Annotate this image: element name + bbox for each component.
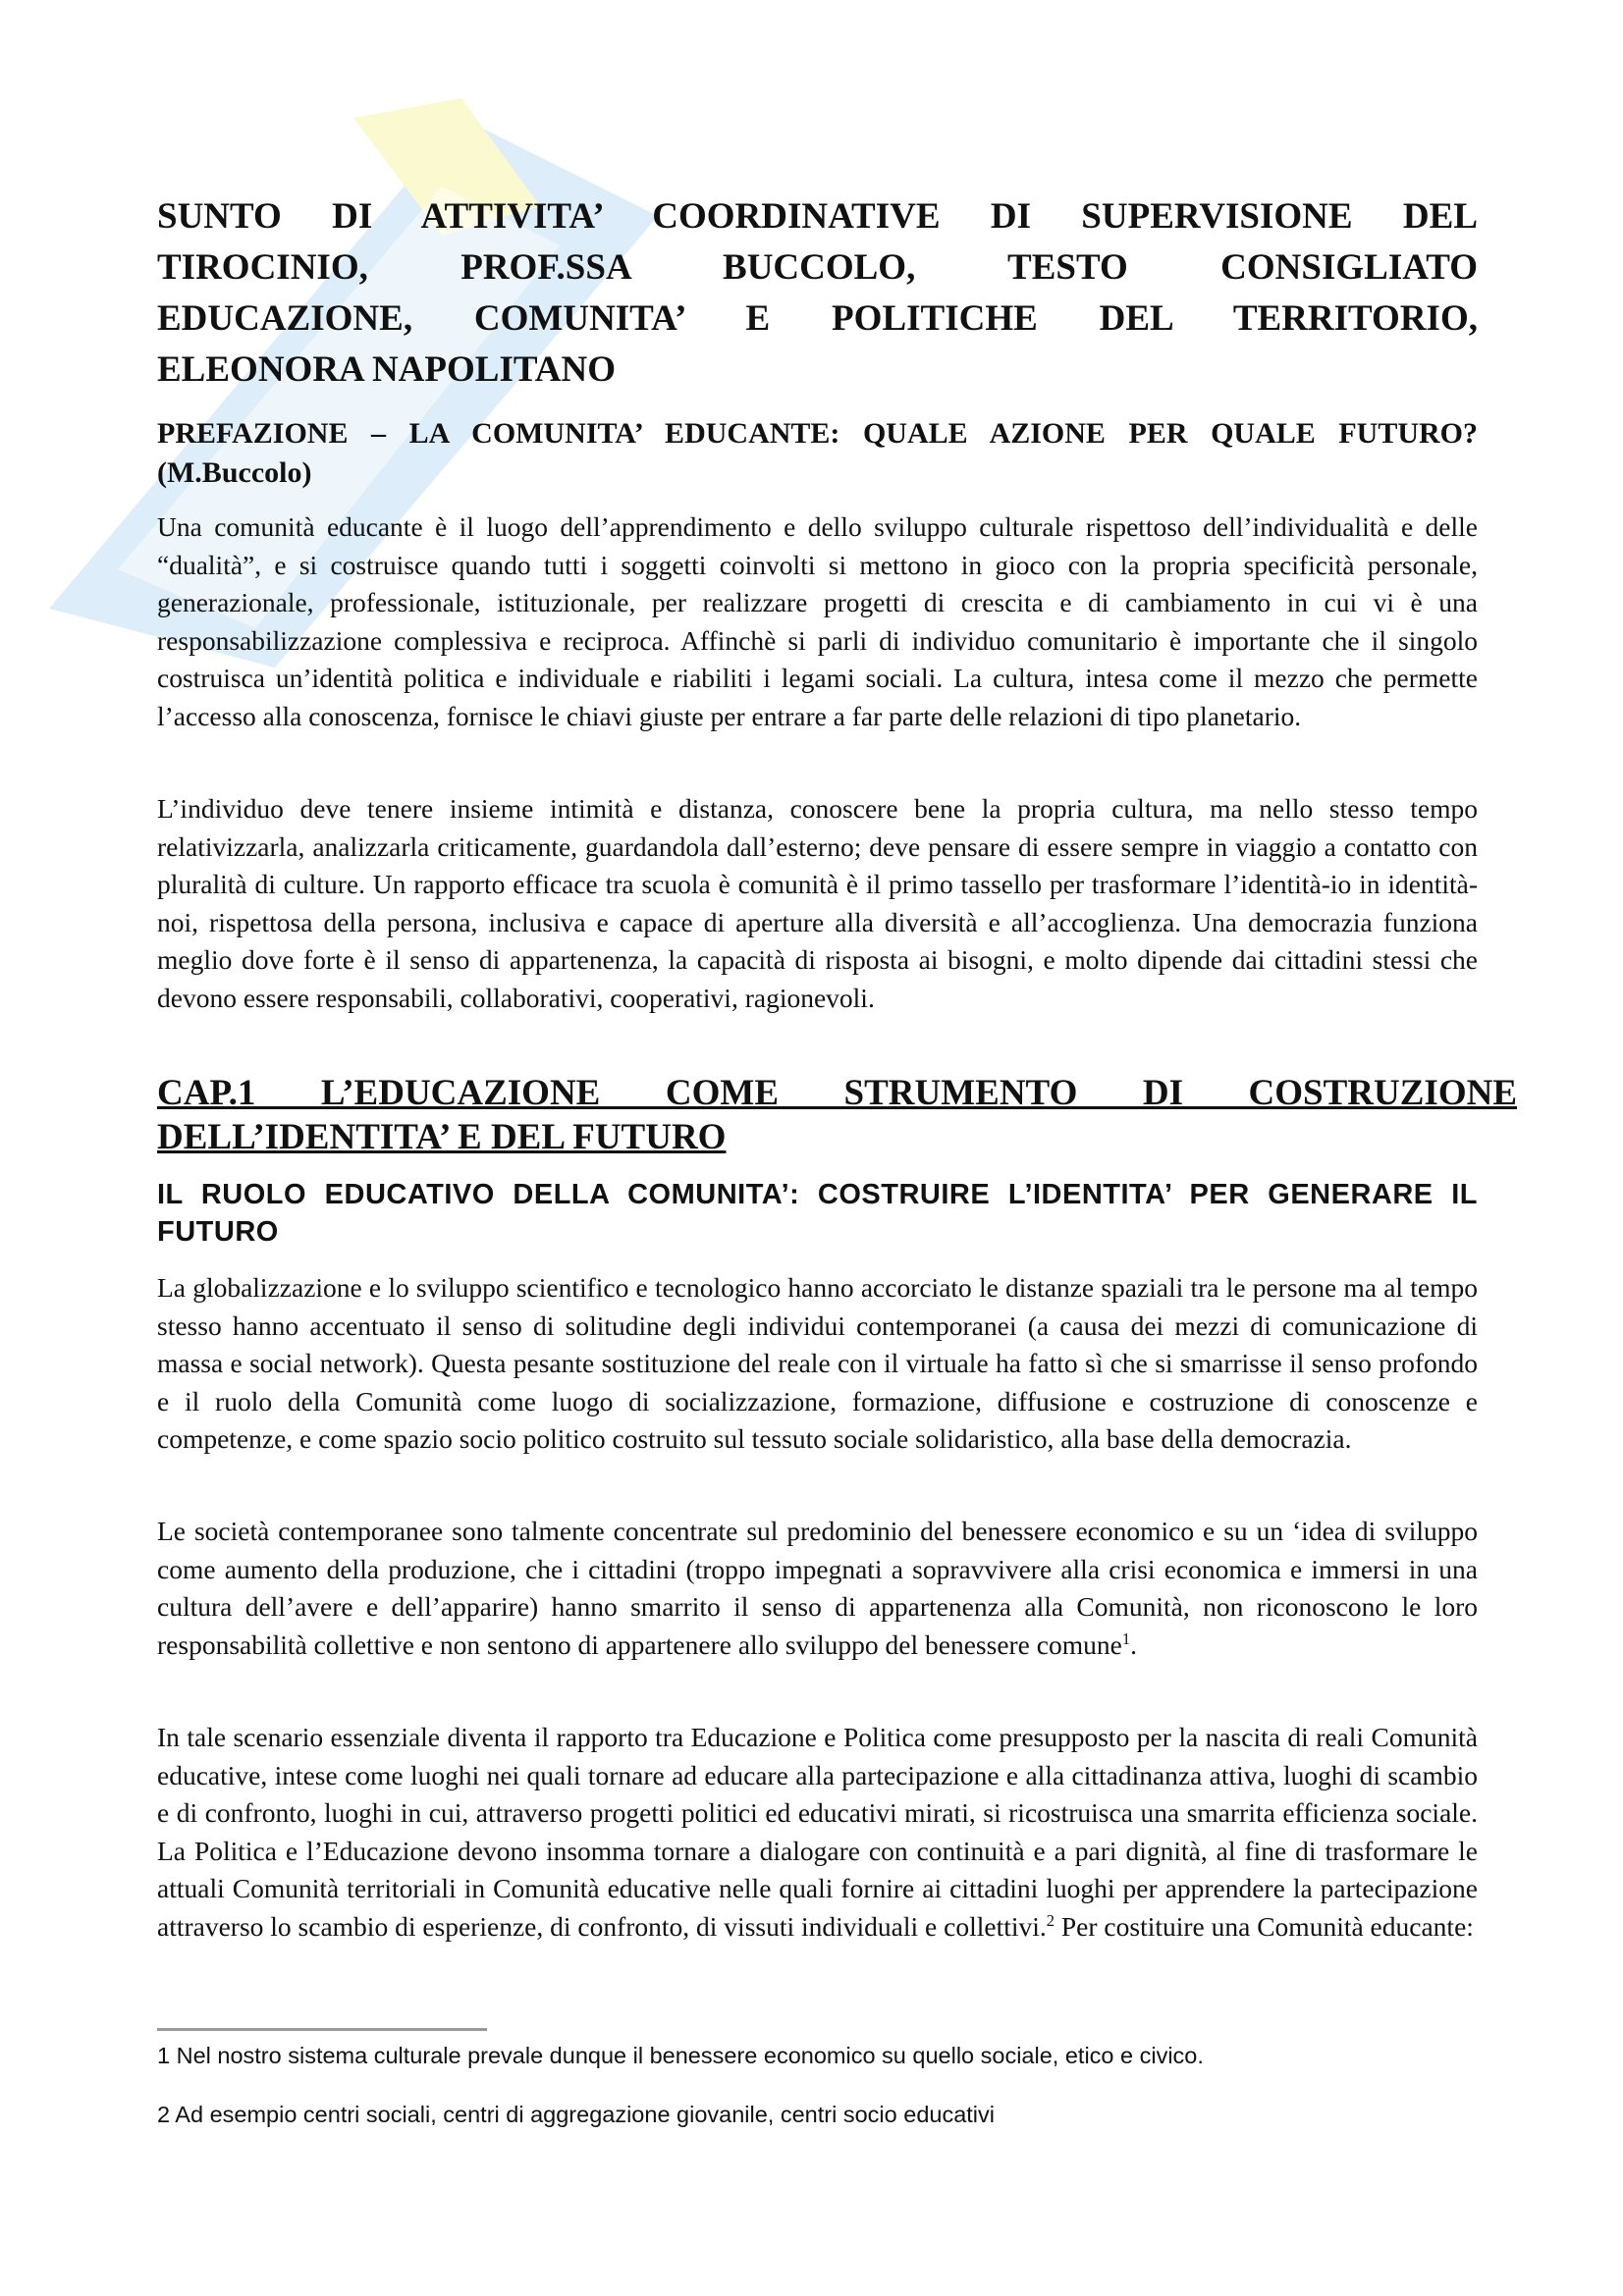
paragraph-text: In tale scenario essenziale diventa il rapporto tra Educazione e Politica come presupposto per la nascita di reali Comunità educative, intese come luoghi nei quali tornare ad educare alla partecipazione e alla cittadinanza attiva, luoghi di scambio e di confronto, luoghi in cui, attraverso progetti politici ed educativi mirati, si ricostruisca una smarrita efficienza sociale. La Politica e l’Educazione devono insomma tornare a dialogare con continuità e a pari dignità, al fine di trasformare le attuali Comunità territoriali in Comunità educative nelle quali fornire ai cittadini luoghi per apprendere la partecipazione attraverso lo scambio di esperienze, di confronto, di vissuti individuali e collettivi. [157, 1722, 1478, 1942]
document-title [157, 191, 1478, 396]
body-paragraph: La globalizzazione e lo sviluppo scientifico e tecnologico hanno accorciato le distanze spaziali tra le persone ma al tempo stesso hanno accentuato il senso di solitudine degli individui contemporanei (a causa dei mezzi di comunicazione di massa e social network). Questa pesante sostituzione del reale con il virtuale ha fatto sì che si smarrisse il senso profondo e il ruolo della Comunità come luogo di socializzazione, formazione, diffusione e costruzione di conoscenze e competenze, e come spazio socio politico costruito sul tessuto sociale solidaristico, alla base della democrazia. [157, 1272, 1478, 1455]
preface-paragraph: L’individuo deve tenere insieme intimità e distanza, conoscere bene la propria cultura, ma nello stesso tempo relativizzarla, analizzarla criticamente, guardandola dall’esterno; deve pensare di essere sempre in viaggio a contatto con pluralità di culture. Un rapporto efficace tra scuola è comunità è il primo tassello per trasformare l’identità-io in identità-noi, rispettosa della persona, inclusiva e capace di aperture alla diversità e all’accoglienza. Una democrazia funziona meglio dove forte è il senso di appartenenza, la capacità di risposta ai bisogni, e molto dipende dai cittadini stessi che devono essere responsabili, collaborativi, cooperativi, ragionevoli. [157, 793, 1478, 1013]
body-paragraph: Le società contemporanee sono talmente concentrate sul predominio del benessere economico e su un ‘idea di sviluppo come aumento della produzione, che i cittadini (troppo impegnati a sopravvivere alla crisi economica e immersi in una cultura dell’avere e dell’apparire) hanno smarrito il senso di appartenenza alla Comunità, non riconoscono le loro responsabilità collettive e non sentono di appartenere allo sviluppo del benessere comune$^1$. [157, 1516, 1478, 1660]
chapter-heading: CAP.1 L’EDUCAZIONE COME STRUMENTO DI COSTRUZIONE DELL’IDENTITA’ E DEL FUTURO [157, 1073, 1517, 1157]
footnote-ref[interactable]: 2 [1046, 1910, 1055, 1930]
footnote-separator [157, 2028, 487, 2031]
section-heading: IL RUOLO EDUCATIVO DELLA COMUNITA’: COSTRUIRE L’IDENTITA’ PER GENERARE IL FUTURO [157, 1179, 1478, 1248]
preface-heading: PREFAZIONE – LA COMUNITA’ EDUCANTE: QUALE AZIONE PER QUALE FUTURO? (M.Buccolo) [157, 417, 1478, 489]
title-line: TIROCINIO, PROF.SSA BUCCOLO, TESTO CONSIGLIATO [157, 247, 1478, 288]
body-paragraph [157, 1719, 1478, 1947]
paragraph-text: Le società contemporanee sono talmente concentrate sul predominio del benessere economico e su un ‘idea di sviluppo come aumento della produzione, che i cittadini (troppo impegnati a sopravvivere alla crisi economica e immersi in una cultura dell’avere e dell’apparire) hanno smarrito il senso di appartenenza alla Comunità, non riconoscono le loro responsabilità collettive e non sentono di appartenere allo sviluppo del benessere comune [157, 1516, 1478, 1660]
paragraph-text: Per costituire una Comunità educante: [1055, 1910, 1474, 1942]
title-line: SUNTO DI ATTIVITA’ COORDINATIVE DI SUPERVISIONE DEL [157, 196, 1478, 237]
footnote-ref[interactable]: 1 [1121, 1629, 1131, 1648]
footnote: 1 Nel nostro sistema culturale prevale dunque il benessere economico su quello sociale, etico e civico. [157, 2043, 1204, 2068]
preface-paragraph: Una comunità educante è il luogo dell’apprendimento e dello sviluppo culturale rispettoso dell’individualità e delle “dualità”, e si costruisce quando tutti i soggetti coinvolti si mettono in gioco con la propria specificità personale, generazionale, professionale, istituzionale, per realizzare progetti di crescita e di cambiamento in cui vi è una responsabilizzazione complessiva e reciproca. Affinchè si parli di individuo comunitario è importante che il singolo costruisca un’identità politica e individuale e riabiliti i legami sociali. La cultura, intesa come il mezzo che permette l’accesso alla conoscenza, fornisce le chiavi giuste per entrare a far parte delle relazioni di tipo planetario. [157, 511, 1478, 731]
title-line: ELEONORA NAPOLITANO [157, 349, 617, 390]
title-line: EDUCAZIONE, COMUNITA’ E POLITICHE DEL TERRITORIO, [157, 298, 1478, 339]
footnote: 2 Ad esempio centri sociali, centri di aggregazione giovanile, centri socio educativi [157, 2102, 995, 2127]
